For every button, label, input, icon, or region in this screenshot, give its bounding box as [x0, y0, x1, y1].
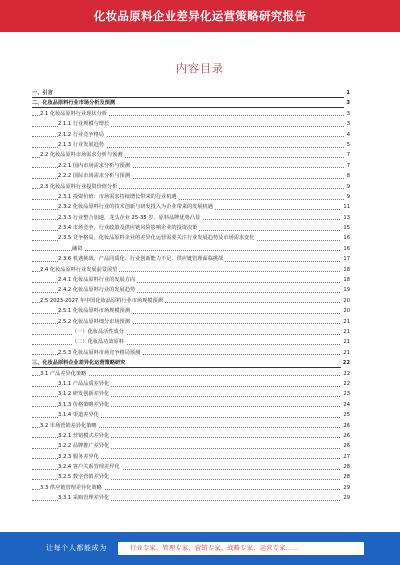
toc-entry[interactable] [32, 441, 350, 451]
toc-entry-page: 26 [341, 441, 350, 451]
toc-entry[interactable] [32, 483, 350, 493]
report-title: 化妆品原料企业差异化运营策略研究报告 [93, 9, 307, 23]
toc-entry-title: 3.2 市场营销差异化策略 [40, 422, 97, 429]
toc-entry-page: 9 [345, 182, 350, 192]
toc-entry-title: 2.5.2 化妆品原料细分市场预测 [58, 318, 130, 325]
report-header-banner [0, 0, 400, 32]
toc-entry[interactable] [32, 254, 350, 264]
toc-entry-title: 2.4.2 化妆品原料行业的发展趋势 [58, 287, 136, 294]
footer-banner [0, 532, 400, 565]
toc-entry-title: 2.1 化妆品原料行业现状分析 [40, 110, 107, 117]
toc-entry-page: 16 [341, 244, 350, 254]
toc-entry[interactable] [32, 389, 350, 399]
toc-entry-title: 2.1.1 行业规模与增长 [58, 121, 110, 128]
toc-entry[interactable] [32, 493, 350, 503]
toc-entry[interactable] [32, 337, 350, 347]
toc-entry-page: 9 [345, 192, 350, 202]
toc-entry[interactable] [32, 275, 350, 285]
toc-entry-title: 2.3.3 行业整合加速，龙头企业 25-35 岁、原料品牌优势凸显 [58, 214, 201, 221]
toc-entry-title: 3.2.2 品牌推广差异化 [58, 443, 110, 450]
toc-entry-title: 2.3.6 机遇挑战、产品同质化、行业创新能力不足、供应链管理面临挑战 [58, 256, 224, 263]
toc-entry-title: 3.3 供应链管理差异化策略 [40, 484, 102, 491]
toc-entry-page: 20 [341, 296, 350, 306]
toc-entry-title: 3.1.4 渠道差异化 [58, 412, 99, 419]
toc-entry-page: 22 [341, 369, 350, 379]
toc-entry-page: 15 [341, 223, 350, 233]
toc-entry-title: 2.3.2 化妆品原料行业的技术创新与研发投入为企业带来的发展机遇 [58, 204, 213, 211]
toc-entry-page: 13 [341, 213, 350, 223]
toc-entry-title: 3.1 产品差异化策略 [40, 370, 87, 377]
toc-entry-page: 3 [345, 119, 350, 129]
footer-tagline: 行业专家、管理专家、营销专家、战略专家、运营专家…… [118, 542, 364, 555]
toc-entry[interactable] [32, 88, 350, 98]
toc-entry[interactable] [32, 285, 350, 295]
toc-entry-title: 二、化妆品原料行业市场分析及预测 [32, 100, 116, 107]
toc-entry[interactable] [32, 462, 350, 472]
toc-entry[interactable] [32, 161, 350, 171]
toc-entry[interactable] [32, 327, 350, 337]
toc-entry-page: 22 [341, 379, 350, 389]
toc-entry[interactable] [32, 202, 350, 212]
toc-entry-page: 21 [341, 317, 350, 327]
toc-entry-title: 2.4.1 化妆品原料行业的发展方向 [58, 277, 136, 284]
toc-entry-page: 7 [345, 150, 350, 160]
toc-entry-title: 3.2.4 客户关系管理差异化 [58, 464, 120, 471]
toc-entry[interactable] [32, 223, 350, 233]
toc-entry-page: 21 [341, 348, 350, 358]
toc-entry[interactable] [32, 150, 350, 160]
toc-entry[interactable] [32, 306, 350, 316]
toc-entry-title: 2.3.5 竞争格局、化妆品原料企业的差异化运营需要关注行业发展趋势及市场需求变化 [58, 235, 255, 242]
toc-entry-page: 28 [341, 462, 350, 472]
toc-entry-title: 2.2.2 国际市场需求分析与预测 [58, 173, 130, 180]
toc-entry-page: 19 [341, 285, 350, 295]
toc-entry[interactable] [32, 296, 350, 306]
toc-entry-page: 25 [341, 410, 350, 420]
toc-entry-page: 3 [345, 109, 350, 119]
toc-entry-page: 1 [344, 88, 350, 98]
toc-entry[interactable] [32, 119, 350, 129]
toc-entry-title: 2.1.3 行业发展趋势 [58, 141, 104, 148]
table-of-contents [32, 88, 350, 504]
toc-entry-page: 27 [341, 452, 350, 462]
toc-entry-page: 29 [341, 493, 350, 503]
toc-entry[interactable] [32, 400, 350, 410]
toc-entry-title: 3.2.3 服务差异化 [58, 453, 99, 460]
toc-entry-title: 融资 [72, 245, 83, 252]
toc-entry-page: 16 [341, 233, 350, 243]
toc-entry[interactable] [32, 317, 350, 327]
toc-entry-page: 20 [341, 306, 350, 316]
toc-entry[interactable] [32, 265, 350, 275]
toc-entry-page: 4 [345, 130, 350, 140]
toc-entry-title: （二）化妆品功效原料 [72, 339, 124, 346]
toc-entry[interactable] [32, 369, 350, 379]
toc-entry-page: 18 [341, 265, 350, 275]
toc-entry-page: 17 [341, 254, 350, 264]
toc-entry-title: 一、引言 [32, 90, 53, 96]
toc-entry-title: 2.5.3 化妆品原料市场竞争格局预测 [58, 349, 141, 356]
toc-entry[interactable] [32, 171, 350, 181]
toc-entry-page: 28 [341, 472, 350, 482]
toc-entry[interactable] [32, 182, 350, 192]
toc-entry-page: 22 [341, 358, 350, 368]
toc-heading: 内容目录 [176, 62, 224, 75]
toc-entry[interactable] [32, 431, 350, 441]
toc-entry-title: 3.2.5 数字营销差异化 [58, 474, 110, 481]
toc-entry[interactable] [32, 98, 350, 108]
toc-entry[interactable] [32, 244, 350, 254]
toc-entry-title: 3.1.2 研发创新差异化 [58, 391, 110, 398]
toc-entry-page: 21 [341, 337, 350, 347]
toc-entry-page: 7 [345, 161, 350, 171]
toc-entry-page: 29 [341, 483, 350, 493]
toc-entry-title: 2.3.4 市场竞争、行业政策及供应链风险影响企业的投资决策 [58, 225, 198, 232]
toc-entry-title: 2.4 化妆品原料行业发展前景展望 [40, 266, 118, 273]
toc-entry[interactable] [32, 233, 350, 243]
toc-entry[interactable] [32, 472, 350, 482]
toc-entry-page: 21 [341, 327, 350, 337]
toc-entry-page: 18 [341, 275, 350, 285]
toc-entry-page: 11 [341, 202, 350, 212]
toc-entry-title: 3.1.1 产品品质差异化 [58, 380, 110, 387]
toc-entry-title: 2.3.1 投资价值：市场需求持续增长带来的行业机遇 [58, 193, 177, 200]
toc-entry-page: 23 [341, 389, 350, 399]
toc-entry[interactable] [32, 192, 350, 202]
toc-entry-title: 3.1.3 价格策略差异化 [58, 401, 110, 408]
toc-entry[interactable] [32, 348, 350, 358]
toc-entry-title: 2.5.1 化妆品原料市场规模预测 [58, 308, 130, 315]
toc-entry-title: （一）化妆品活性成分 [72, 328, 124, 335]
footer-slogan: 让每个人都能成为 [46, 544, 107, 552]
toc-entry-page: 26 [341, 421, 350, 431]
toc-entry[interactable] [32, 130, 350, 140]
toc-entry[interactable] [32, 213, 350, 223]
toc-entry[interactable] [32, 410, 350, 420]
toc-entry-page: 26 [341, 431, 350, 441]
toc-entry-title: 3.2.1 营销模式差异化 [58, 432, 110, 439]
toc-entry[interactable] [32, 421, 350, 431]
toc-entry-page: 24 [341, 400, 350, 410]
toc-entry-page: 3 [344, 98, 350, 108]
toc-entry-title: 2.1.2 行业竞争格局 [58, 131, 104, 138]
toc-entry[interactable] [32, 109, 350, 119]
toc-entry-title: 2.2 化妆品原料市场需求分析与预测 [40, 152, 123, 159]
toc-entry[interactable] [32, 140, 350, 150]
toc-entry-title: 2.3 化妆品原料行业投资价值分析 [40, 183, 118, 190]
toc-entry-title: 三、化妆品原料企业差异化运营策略研究 [32, 360, 126, 367]
toc-entry-title: 3.3.1 采购管理差异化 [58, 495, 110, 502]
toc-entry[interactable] [32, 358, 350, 368]
toc-entry-page: 5 [345, 140, 350, 150]
toc-entry[interactable] [32, 379, 350, 389]
toc-entry-page: 8 [345, 171, 350, 181]
toc-entry-title: 2.5 2023-2027 年中国化妆品原料行业市场规模预测 [40, 297, 163, 304]
toc-entry[interactable] [32, 452, 350, 462]
toc-entry-title: 2.2.1 国内市场需求分析与预测 [58, 162, 130, 169]
